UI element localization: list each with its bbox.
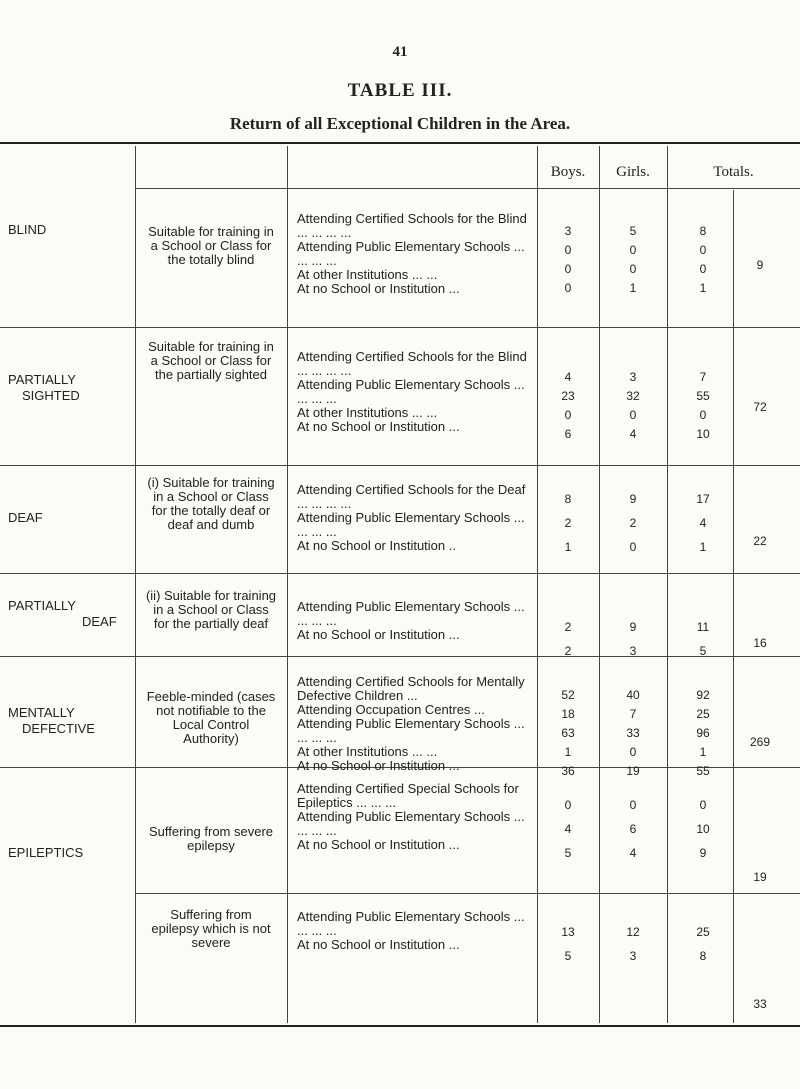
bottom-rule	[0, 1025, 800, 1027]
totals-value: 1	[699, 281, 707, 295]
girls-value: 0	[629, 745, 637, 759]
attendance-list	[297, 910, 529, 952]
girls-column	[608, 925, 658, 973]
attendance-list	[297, 782, 529, 852]
totals-value: 0	[699, 243, 707, 257]
attendance-list	[297, 600, 529, 642]
suitability-description: (i) Suitable for training in a School or Class for the totally deaf or deaf and dumb	[147, 475, 275, 532]
totals-value: 96	[696, 726, 710, 740]
attendance-list	[297, 350, 529, 434]
header-girls: Girls.	[616, 164, 650, 180]
totals-value: 25	[696, 707, 710, 721]
girls-value: 9	[629, 492, 637, 506]
attendance-item: Attending Certified Schools for Mentally Defective Children ...	[297, 674, 525, 703]
category-line: DEFECTIVE	[22, 721, 95, 736]
totals-value: 7	[699, 370, 707, 384]
suitability-description: Suffering from epilepsy which is not severe	[151, 907, 271, 950]
attendance-item: At other Institutions ... ...	[297, 267, 438, 282]
boys-column	[543, 224, 593, 300]
section-separator	[135, 893, 800, 894]
header-separator	[135, 188, 800, 189]
attendance-item: At other Institutions ... ...	[297, 405, 438, 420]
attendance-item: At no School or Institution ...	[297, 758, 460, 773]
totals-value: 9	[699, 846, 707, 860]
girls-value: 1	[629, 281, 637, 295]
totals-value: 25	[696, 925, 710, 939]
grand-total-value: 9	[756, 258, 764, 272]
girls-value: 5	[629, 224, 637, 238]
girls-value: 0	[629, 262, 637, 276]
category-label	[8, 222, 46, 238]
totals-column	[678, 224, 728, 300]
column-divider	[287, 146, 288, 1023]
totals-column	[678, 492, 728, 564]
boys-value: 1	[564, 540, 572, 554]
girls-column	[608, 492, 658, 564]
girls-value: 9	[629, 620, 637, 634]
category-label	[8, 510, 43, 526]
column-divider	[733, 190, 734, 1023]
boys-value: 2	[564, 620, 572, 634]
category-line: PARTIALLY	[8, 598, 76, 613]
attendance-item: At no School or Institution ...	[297, 837, 460, 852]
category-label	[8, 705, 95, 737]
girls-value: 12	[626, 925, 640, 939]
totals-value: 17	[696, 492, 710, 506]
grand-total-value: 19	[753, 870, 767, 884]
totals-value: 0	[699, 262, 707, 276]
grand-total-value: 22	[753, 534, 767, 548]
section-separator	[0, 327, 800, 328]
suitability-description: Feeble-minded (cases not notifiable to the Local Control Authority)	[146, 689, 276, 746]
boys-value: 2	[564, 644, 572, 658]
suitability-description: Suffering from severe epilepsy	[148, 824, 274, 853]
boys-value: 0	[564, 408, 572, 422]
girls-value: 3	[629, 949, 637, 963]
table-title: TABLE III.	[347, 80, 453, 101]
boys-value: 3	[564, 224, 572, 238]
section-separator	[0, 465, 800, 466]
girls-value: 40	[626, 688, 640, 702]
girls-column	[608, 224, 658, 300]
girls-value: 6	[629, 822, 637, 836]
column-divider	[599, 146, 600, 1023]
boys-value: 4	[564, 822, 572, 836]
attendance-item: Attending Certified Schools for the Blind ... ... ... ...	[297, 349, 527, 378]
attendance-list	[297, 675, 529, 773]
boys-value: 13	[561, 925, 575, 939]
boys-column	[543, 688, 593, 783]
column-divider	[537, 146, 538, 1023]
header-totals: Totals.	[713, 164, 754, 180]
totals-value: 8	[699, 949, 707, 963]
totals-value: 10	[696, 822, 710, 836]
suitability-description: (ii) Suitable for training in a School or Class for the partially deaf	[145, 588, 277, 631]
totals-value: 0	[699, 408, 707, 422]
attendance-list	[297, 483, 529, 553]
attendance-item: At no School or Institution ...	[297, 937, 460, 952]
attendance-item: Attending Occupation Centres ...	[297, 702, 485, 717]
category-label	[8, 598, 117, 630]
column-divider	[667, 146, 668, 1023]
boys-value: 8	[564, 492, 572, 506]
boys-value: 1	[564, 745, 572, 759]
girls-column	[608, 798, 658, 870]
page-number: 41	[392, 44, 408, 60]
attendance-item: Attending Public Elementary Schools ... ... ... ...	[297, 809, 525, 838]
category-line: BLIND	[8, 222, 47, 237]
boys-value: 2	[564, 516, 572, 530]
category-line: SIGHTED	[22, 388, 80, 403]
girls-value: 3	[629, 370, 637, 384]
attendance-item: At other Institutions ... ...	[297, 744, 438, 759]
girls-value: 4	[629, 427, 637, 441]
totals-value: 10	[696, 427, 710, 441]
girls-column	[608, 370, 658, 446]
grand-total-value: 16	[753, 636, 767, 650]
suitability-description: Suitable for training in a School or Class for the totally blind	[148, 224, 274, 267]
attendance-list	[297, 212, 529, 296]
boys-column	[543, 492, 593, 564]
boys-value: 5	[564, 846, 572, 860]
category-line: DEAF	[8, 510, 43, 525]
totals-value: 4	[699, 516, 707, 530]
boys-value: 0	[564, 798, 572, 812]
attendance-item: Attending Public Elementary Schools ... ... ... ...	[297, 510, 525, 539]
attendance-item: Attending Public Elementary Schools ... ... ... ...	[297, 599, 525, 628]
attendance-item: Attending Certified Schools for the Deaf ... ... ... ...	[297, 482, 526, 511]
totals-value: 11	[696, 620, 710, 634]
boys-value: 18	[561, 707, 575, 721]
boys-column	[543, 798, 593, 870]
girls-value: 19	[626, 764, 640, 778]
attendance-item: Attending Public Elementary Schools ... ... ... ...	[297, 239, 525, 268]
table-subtitle: Return of all Exceptional Children in the Area.	[229, 114, 571, 133]
totals-column	[678, 370, 728, 446]
grand-total-value: 269	[749, 735, 771, 749]
boys-column	[543, 925, 593, 973]
boys-column	[543, 620, 593, 668]
boys-value: 6	[564, 427, 572, 441]
attendance-item: Attending Certified Schools for the Blind ... ... ... ...	[297, 211, 527, 240]
boys-value: 36	[561, 764, 575, 778]
category-label	[8, 845, 83, 861]
attendance-item: Attending Certified Special Schools for Epileptics ... ... ...	[297, 781, 519, 810]
girls-value: 33	[626, 726, 640, 740]
girls-value: 3	[629, 644, 637, 658]
top-rule	[0, 142, 800, 144]
attendance-item: Attending Public Elementary Schools ... ... ... ...	[297, 377, 525, 406]
totals-value: 55	[696, 389, 710, 403]
boys-value: 63	[561, 726, 575, 740]
girls-value: 32	[626, 389, 640, 403]
girls-value: 7	[629, 707, 637, 721]
category-line: EPILEPTICS	[8, 845, 84, 860]
grand-total-value: 72	[753, 400, 767, 414]
girls-value: 0	[629, 408, 637, 422]
category-line: MENTALLY	[8, 705, 75, 720]
category-label	[8, 372, 80, 404]
girls-value: 4	[629, 846, 637, 860]
suitability-description: Suitable for training in a School or Class for the partially sighted	[148, 339, 274, 382]
totals-value: 1	[699, 745, 707, 759]
boys-value: 4	[564, 370, 572, 384]
totals-column	[678, 688, 728, 783]
girls-column	[608, 620, 658, 668]
grand-total-value: 33	[753, 997, 767, 1011]
girls-value: 0	[629, 243, 637, 257]
attendance-item: At no School or Institution ..	[297, 538, 456, 553]
boys-column	[543, 370, 593, 446]
attendance-item: At no School or Institution ...	[297, 627, 460, 642]
totals-value: 8	[699, 224, 707, 238]
attendance-item: Attending Public Elementary Schools ... ... ... ...	[297, 909, 525, 938]
totals-value: 55	[696, 764, 710, 778]
totals-value: 5	[699, 644, 707, 658]
girls-column	[608, 688, 658, 783]
girls-value: 0	[629, 798, 637, 812]
attendance-item: Attending Public Elementary Schools ... ... ... ...	[297, 716, 525, 745]
totals-value: 1	[699, 540, 707, 554]
totals-column	[678, 798, 728, 870]
totals-column	[678, 925, 728, 973]
totals-value: 0	[699, 798, 707, 812]
totals-value: 92	[696, 688, 710, 702]
boys-value: 0	[564, 262, 572, 276]
attendance-item: At no School or Institution ...	[297, 419, 460, 434]
category-line: DEAF	[82, 614, 117, 629]
header-boys: Boys.	[550, 164, 586, 180]
column-divider	[135, 146, 136, 1023]
section-separator	[0, 573, 800, 574]
attendance-item: At no School or Institution ...	[297, 281, 460, 296]
girls-value: 0	[629, 540, 637, 554]
girls-value: 2	[629, 516, 637, 530]
boys-value: 52	[561, 688, 575, 702]
boys-value: 23	[561, 389, 575, 403]
boys-value: 0	[564, 281, 572, 295]
category-line: PARTIALLY	[8, 372, 76, 387]
totals-column	[678, 620, 728, 668]
boys-value: 5	[564, 949, 572, 963]
boys-value: 0	[564, 243, 572, 257]
